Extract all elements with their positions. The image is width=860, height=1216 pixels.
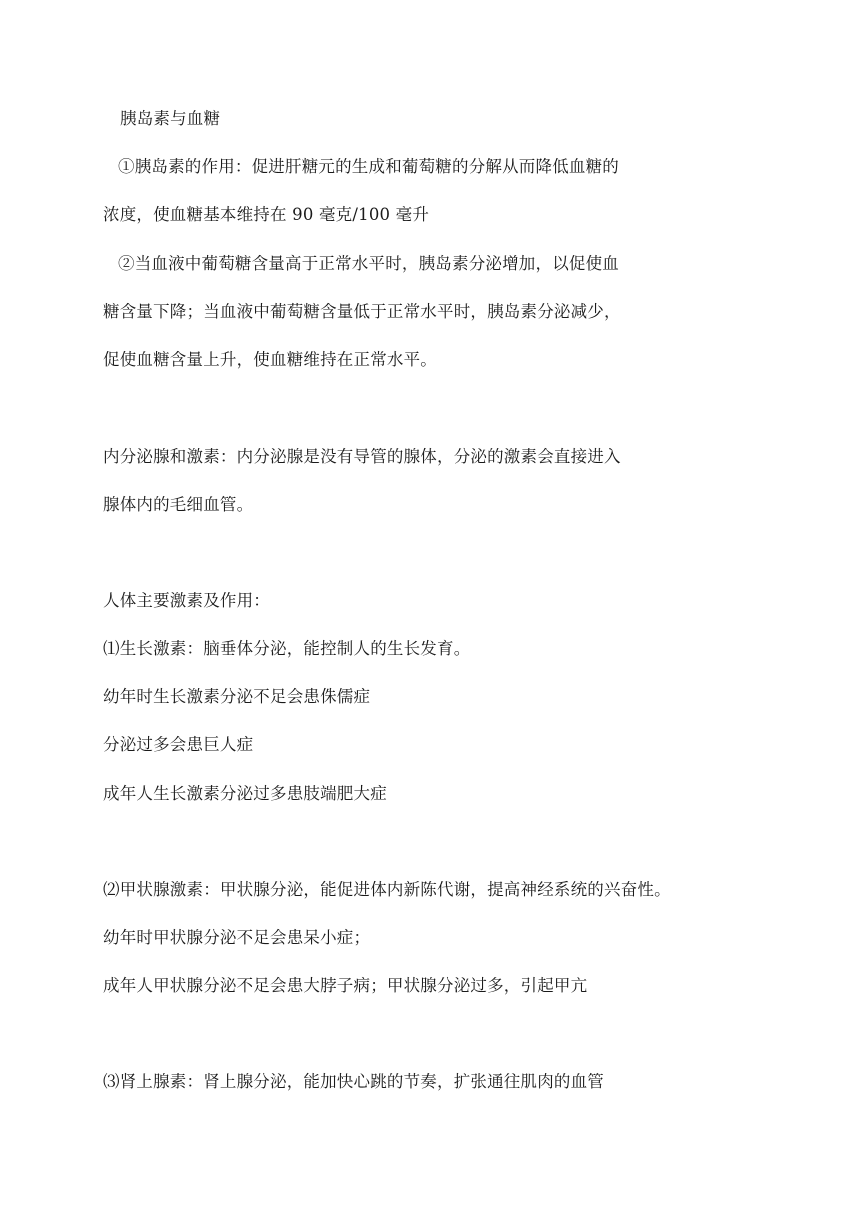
text-line: 成年人生长激素分泌过多患肢端肥大症 <box>103 784 387 803</box>
text-line: 内分泌腺和激素：内分泌腺是没有导管的腺体，分泌的激素会直接进入 <box>103 447 621 466</box>
text-line: 浓度，使血糖基本维持在 90 毫克/100 毫升 <box>103 205 430 224</box>
text-line: 分泌过多会患巨人症 <box>103 735 254 754</box>
text-line: 成年人甲状腺分泌不足会患大脖子病；甲状腺分泌过多，引起甲亢 <box>103 976 588 995</box>
text-line: ⑴生长激素：脑垂体分泌，能控制人的生长发育。 <box>103 639 471 658</box>
section-heading-hormones: 人体主要激素及作用： <box>103 591 270 610</box>
text-line: 幼年时生长激素分泌不足会患侏儒症 <box>103 687 371 706</box>
text-line: ⑶肾上腺素：肾上腺分泌，能加快心跳的节奏，扩张通往肌肉的血管 <box>103 1072 604 1091</box>
text-line: 幼年时甲状腺分泌不足会患呆小症； <box>103 928 371 947</box>
text-line: 糖含量下降；当血液中葡萄糖含量低于正常水平时，胰岛素分泌减少， <box>103 302 621 321</box>
section-heading-insulin: 胰岛素与血糖 <box>120 109 221 128</box>
text-line: 腺体内的毛细血管。 <box>103 495 254 514</box>
text-line: ②当血液中葡萄糖含量高于正常水平时，胰岛素分泌增加，以促使血 <box>118 254 619 273</box>
text-line: ⑵甲状腺激素：甲状腺分泌，能促进体内新陈代谢，提高神经系统的兴奋性。 <box>103 880 671 899</box>
text-line: ①胰岛素的作用：促进肝糖元的生成和葡萄糖的分解从而降低血糖的 <box>118 157 619 176</box>
text-line: 促使血糖含量上升，使血糖维持在正常水平。 <box>103 350 437 369</box>
